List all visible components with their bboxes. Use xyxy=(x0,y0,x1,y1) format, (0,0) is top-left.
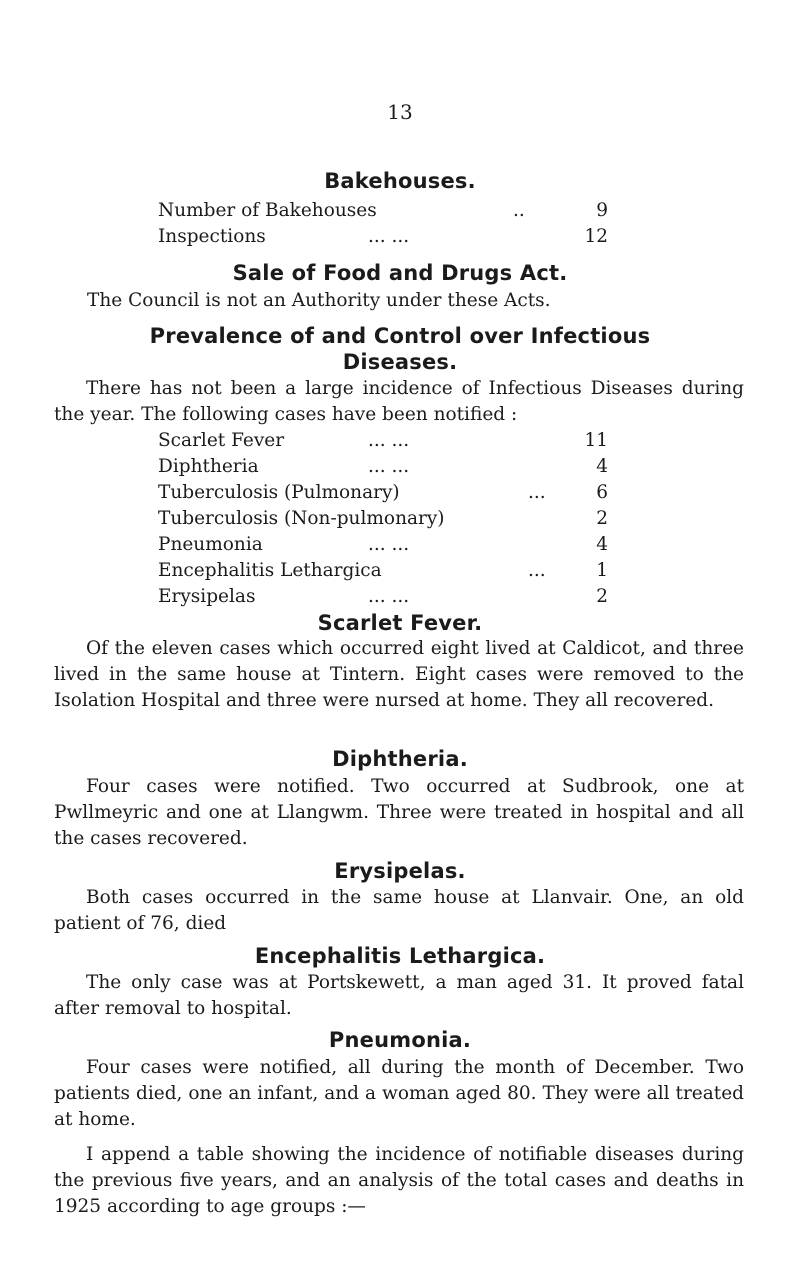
encephalitis-heading: Encephalitis Lethargica. xyxy=(254,944,546,968)
erysipelas-heading: Erysipelas. xyxy=(334,859,466,883)
disease-name: Pneumonia xyxy=(158,534,263,555)
erysipelas-text: Both cases occurred in the same house at Llanvair. One, an old patient of 76, died xyxy=(54,887,744,934)
disease-row xyxy=(158,584,608,610)
disease-name: Encephalitis Lethargica xyxy=(158,560,382,581)
row-value: 9 xyxy=(596,200,608,221)
disease-row xyxy=(158,558,608,584)
disease-name: Tuberculosis (Pulmonary) xyxy=(158,482,400,503)
pneumonia-heading: Pneumonia. xyxy=(328,1028,472,1052)
diphtheria-heading: Diphtheria. xyxy=(332,747,468,771)
disease-count: 4 xyxy=(596,456,608,477)
encephalitis-text: The only case was at Portskewett, a man aged 31. It proved fatal after removal to hospital. xyxy=(54,972,744,1019)
disease-count: 2 xyxy=(596,586,608,607)
pneumonia-text: Four cases were notified, all during the month of December. Two patients died, one an infant, and a woman aged 80. They were all treated at home. xyxy=(54,1057,744,1130)
bakehouses-row xyxy=(158,224,608,250)
disease-row xyxy=(158,532,608,558)
food-drugs-text: The Council is not an Authority under these Acts. xyxy=(87,290,551,311)
disease-count: 11 xyxy=(584,430,608,451)
prevalence-heading-cont: Diseases. xyxy=(342,350,458,374)
disease-name: Erysipelas xyxy=(158,586,256,607)
disease-count: 1 xyxy=(596,560,608,581)
page-number: 13 xyxy=(387,100,413,124)
disease-name: Diphtheria xyxy=(158,456,259,477)
row-leader: ... ... xyxy=(368,456,410,477)
row-label: Number of Bakehouses xyxy=(158,200,377,221)
row-leader: .. xyxy=(513,200,525,221)
prevalence-intro xyxy=(54,376,744,428)
disease-count: 2 xyxy=(596,508,608,529)
disease-row xyxy=(158,506,608,532)
prevalence-intro-text: There has not been a large incidence of Infectious Diseases during the year. The following cases have been notified : xyxy=(54,378,744,425)
pneumonia-paragraph xyxy=(54,1055,744,1133)
encephalitis-paragraph xyxy=(54,970,744,1022)
erysipelas-paragraph xyxy=(54,885,744,937)
bakehouses-row xyxy=(158,198,608,224)
disease-count: 4 xyxy=(596,534,608,555)
food-drugs-heading: Sale of Food and Drugs Act. xyxy=(232,261,568,285)
row-leader: ... ... xyxy=(368,430,410,451)
row-label: Inspections xyxy=(158,226,266,247)
disease-row xyxy=(158,480,608,506)
row-leader: ... ... xyxy=(368,226,410,247)
scarlet-fever-paragraph xyxy=(54,636,744,714)
disease-row xyxy=(158,428,608,454)
row-leader: ... ... xyxy=(368,586,410,607)
closing-text: I append a table showing the incidence of notifiable diseases during the previous five years, and an analysis of the total cases and deaths in 1925 according to age groups :— xyxy=(54,1144,744,1217)
diphtheria-text: Four cases were notified. Two occurred at Sudbrook, one at Pwllmeyric and one at Llangwm. Three were treated in hospital and all the cases recovered. xyxy=(54,776,744,849)
disease-count: 6 xyxy=(596,482,608,503)
scarlet-fever-text: Of the eleven cases which occurred eight lived at Caldicot, and three lived in the same house at Tintern. Eight cases were removed to the Isolation Hospital and three were nursed at home. They all recovered. xyxy=(54,638,744,711)
row-value: 12 xyxy=(584,226,608,247)
diphtheria-paragraph xyxy=(54,774,744,852)
disease-name: Scarlet Fever xyxy=(158,430,285,451)
disease-row xyxy=(158,454,608,480)
prevalence-heading: Prevalence of and Control over Infectious xyxy=(149,324,651,348)
closing-paragraph xyxy=(54,1142,744,1220)
row-leader: ... xyxy=(528,560,546,581)
scarlet-fever-heading: Scarlet Fever. xyxy=(317,611,483,635)
bakehouses-heading: Bakehouses. xyxy=(324,169,476,193)
row-leader: ... ... xyxy=(368,534,410,555)
disease-name: Tuberculosis (Non-pulmonary) xyxy=(158,508,445,529)
row-leader: ... xyxy=(528,482,546,503)
